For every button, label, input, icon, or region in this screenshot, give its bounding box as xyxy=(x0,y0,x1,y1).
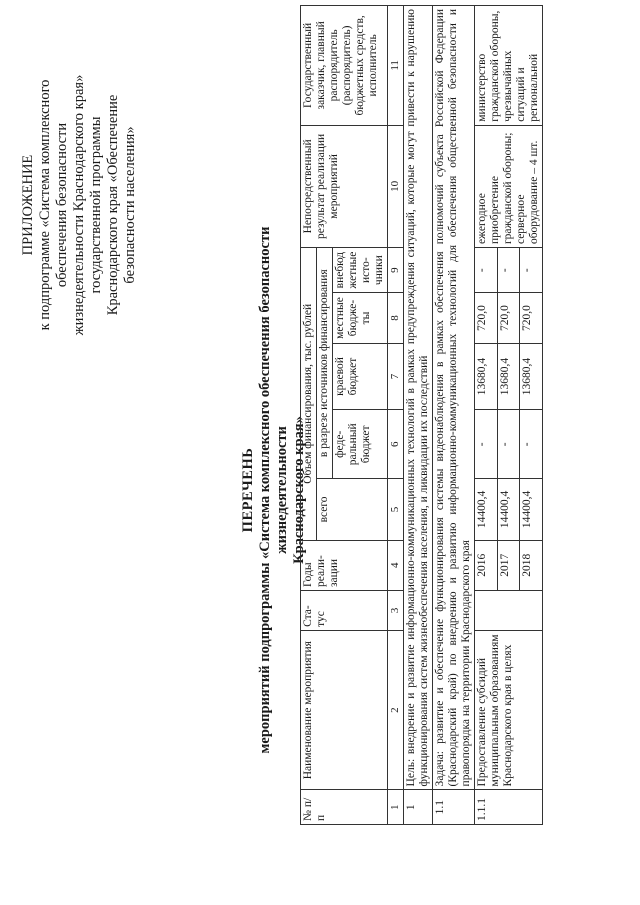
header-by-source: в разрезе источников финансирования xyxy=(317,248,333,479)
column-number: 2 xyxy=(388,630,404,790)
item-result: ежегодное приобретение гражданской обороны; серверное оборудование – 4 шт. xyxy=(475,125,543,247)
item-local: 720,0 xyxy=(497,293,520,344)
appendix-line: к подпрограмме «Система комплексного xyxy=(37,79,53,331)
column-number: 4 xyxy=(388,540,404,591)
appendix-line: безопасности населения» xyxy=(122,126,138,284)
header-result: Непосредственный результат реализации мероприятий xyxy=(301,125,388,247)
item-local: 720,0 xyxy=(520,293,543,344)
item-name: Предоставление субсидий муниципальным образованиям Краснодарского края в целях xyxy=(475,630,543,790)
item-year: 2018 xyxy=(520,540,543,591)
item-status xyxy=(475,591,543,631)
item-local: 720,0 xyxy=(475,293,498,344)
item-offbudget: - xyxy=(497,248,520,293)
header-total: всего xyxy=(317,479,388,540)
column-number: 5 xyxy=(388,479,404,540)
header-customer: Государственный заказчик, главный распорядитель (распорядитель) бюджетных средств, исполнитель xyxy=(301,6,388,126)
item-regional: 13680,4 xyxy=(497,343,520,409)
item-regional: 13680,4 xyxy=(475,343,498,409)
header-name: Наименование мероприятия xyxy=(301,630,388,790)
column-number: 8 xyxy=(388,293,404,344)
item-offbudget: - xyxy=(475,248,498,293)
appendix-line: обеспечения безопасности xyxy=(54,122,70,288)
goal-row xyxy=(404,6,433,825)
item-regional: 13680,4 xyxy=(520,343,543,409)
heading-line: Краснодарского края» xyxy=(291,416,307,564)
header-offbudget: внебюд жетные исто-чники xyxy=(333,248,388,293)
column-number: 3 xyxy=(388,591,404,631)
heading-line: мероприятий подпрограммы «Система комплексного обеспечения безопасности жизнедеятельности xyxy=(257,226,290,754)
column-number: 11 xyxy=(388,6,404,126)
header-num: № п/п xyxy=(301,790,388,825)
header-federal: феде-ральный бюджет xyxy=(333,410,388,479)
item-federal: - xyxy=(497,410,520,479)
header-regional: краевой бюджет xyxy=(333,343,388,409)
column-number: 7 xyxy=(388,343,404,409)
appendix-line: ПРИЛОЖЕНИЕ xyxy=(20,154,36,256)
item-year: 2016 xyxy=(475,540,498,591)
task-num: 1.1 xyxy=(433,790,475,825)
header-local: местные бюдже-ты xyxy=(333,293,388,344)
item-row xyxy=(475,6,498,825)
measures-table xyxy=(300,5,543,825)
item-customer: министерство гражданской обороны, чрезвычайных ситуаций и региональной xyxy=(475,6,543,126)
item-total: 14400,4 xyxy=(497,479,520,540)
item-total: 14400,4 xyxy=(520,479,543,540)
item-federal: - xyxy=(475,410,498,479)
item-year: 2017 xyxy=(497,540,520,591)
column-number: 10 xyxy=(388,125,404,247)
task-row xyxy=(433,6,475,825)
header-funding: Объем финансирования, тыс. рублей xyxy=(301,248,317,540)
goal-num: 1 xyxy=(404,790,433,825)
column-number: 1 xyxy=(388,790,404,825)
appendix-line: государственной программы xyxy=(88,116,104,294)
column-number: 6 xyxy=(388,410,404,479)
column-number: 9 xyxy=(388,248,404,293)
header-years: Годы реали-зации xyxy=(301,540,388,591)
task-text: Задача: развитие и обеспечение функционирования системы видеонаблюдения в рамках обеспечения полномочий субъекта Российской Федерации (Краснодарский край) по внедрению и развитию информационно-коммуникационных технологий для обеспечения общественной безопасности и правопорядка на территории Краснодарского края xyxy=(433,6,475,790)
item-offbudget: - xyxy=(520,248,543,293)
goal-text: Цель: внедрение и развитие информационно-коммуникационных технологий в рамках предупреждения ситуаций, которые могут привести к нарушению функционирования систем жизнеобеспечения населения, и ликвидации их последствий xyxy=(404,6,433,790)
heading-title: ПЕРЕЧЕНЬ xyxy=(240,447,256,533)
item-federal: - xyxy=(520,410,543,479)
appendix-block xyxy=(20,45,139,365)
column-numbers-row xyxy=(388,6,404,825)
appendix-line: Краснодарского края «Обеспечение xyxy=(105,94,121,316)
item-total: 14400,4 xyxy=(475,479,498,540)
item-num: 1.1.1 xyxy=(475,790,543,825)
appendix-line: жизнедеятельности Краснодарского края» xyxy=(71,74,87,336)
header-status: Ста-тус xyxy=(301,591,388,631)
document-heading xyxy=(240,170,308,810)
